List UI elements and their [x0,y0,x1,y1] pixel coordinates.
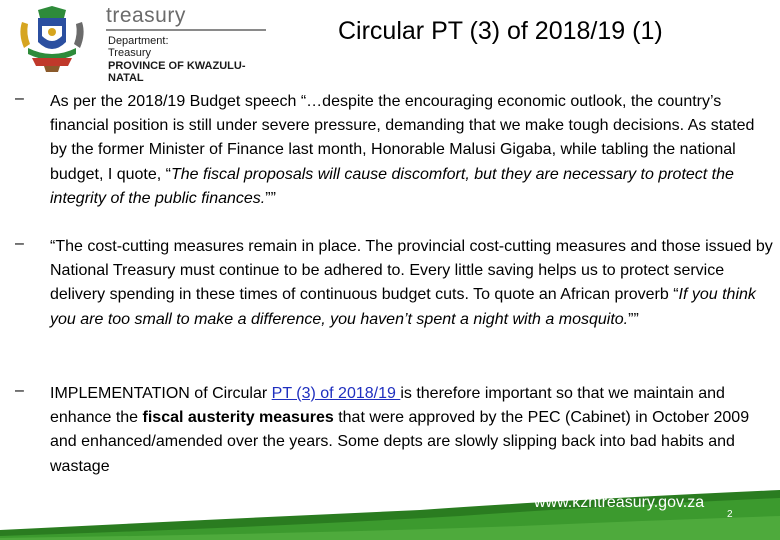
circular-link[interactable]: PT (3) of 2018/19 [271,385,401,402]
website-url: www.kzntreasury.gov.za [534,494,705,511]
bullet-dash: – [15,382,24,399]
bullet-text-start: IMPLEMENTATION of Circular [50,385,272,402]
bullet-text-start: “The cost-cutting measures remain in place. The provincial cost-cutting measures and those issued by National Treasury must continue to be adhered to. Every little saving helps us to protect service delivery spending in these times of continuous budget cuts. To quote an African proverb “ [50,238,773,304]
bullet-text-mid: is therefore important so that we maintain and enhance the [50,385,725,427]
bullet-text-end: ”” [265,189,276,207]
slide-title: Circular PT (3) of 2018/19 (1) [338,17,663,45]
footer-banner [0,490,780,540]
quote-italic: The fiscal proposals will cause discomfort, but they are necessary to protect the integrity of the public finances. [50,165,734,207]
bullet-text-start: As per the 2018/19 Budget speech “…despite the encouraging economic outlook, the country’s financial position is still under severe pressure, demanding that we make tough decisions. As stated by the former Minister of Finance last month, Honorable Malusi Gigaba, while tabling the national budget, I quote, “ [50,93,755,183]
department-label: Department: [108,35,169,47]
province-name: PROVINCE OF KWAZULU-NATAL [108,60,246,84]
proverb-italic: If you think you are too small to make a difference, you haven’t spent a night with a mosquito. [50,286,756,328]
kzn-coat-of-arms-icon [14,4,90,74]
bullet-dash: – [15,235,24,252]
bullet-text [50,382,774,479]
bold-phrase: fiscal austerity measures [142,409,334,427]
page-number: 2 [727,509,733,520]
department-name: Treasury [108,47,151,59]
brand-divider [106,29,266,31]
treasury-logo [8,2,278,84]
bullet-text-end: that were approved by the PEC (Cabinet) in October 2009 and enhanced/amended over the years. Some depts are slowly slipping back into bad habits and wastage [50,409,750,475]
bullet-text [50,235,774,332]
bullet-text [50,90,774,211]
bullet-text-end: ”” [628,310,639,328]
brand-name: treasury [106,4,186,27]
bullet-dash: – [15,90,24,107]
